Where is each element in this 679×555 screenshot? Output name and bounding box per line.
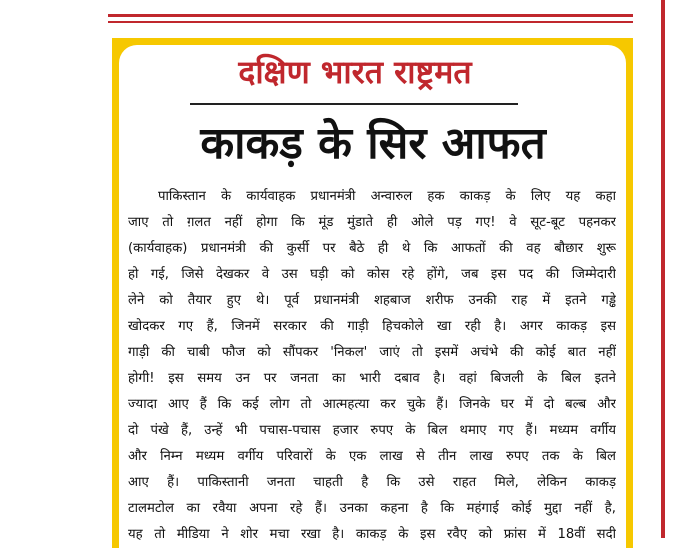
body-line: टालमटोल का रवैया अपना रहे हैं। उनका कहना है कि महंगाई कोई मुद्दा नहीं है, xyxy=(128,501,616,516)
column-divider-rule xyxy=(661,0,665,538)
body-line: लेने को तैयार हुए थे। पूर्व प्रधानमंत्री शहबाज शरीफ उनकी राह में इतने गड्ढे xyxy=(128,293,616,308)
body-line: दो पंखे हैं, उन्हें भी पचास-पचास हजार रुपए के बिल थमाए गए हैं। मध्यम वर्गीय xyxy=(128,423,616,438)
body-line: पाकिस्तान के कार्यवाहक प्रधानमंत्री अन्वारुल हक काकड़ के लिए यह कहा xyxy=(158,189,616,204)
body-line: खोदकर गए हैं, जिनमें सरकार की गाड़ी हिचकोले खा रही है। अगर काकड़ इस xyxy=(128,319,616,334)
body-line: हो गई, जिसे देखकर वे उस घड़ी को कोस रहे होंगे, जब इस पद की जिम्मेदारी xyxy=(128,267,616,282)
body-line: आए हैं। पाकिस्तानी जनता चाहती है कि उसे राहत मिले, लेकिन काकड़ xyxy=(128,475,616,490)
body-line: जाए तो ग़लत नहीं होगा कि मूंड मुंडाते ही ओले पड़ गए! वे सूट-बूट पहनकर xyxy=(128,215,616,230)
body-line: यह तो मीडिया ने शोर मचा रखा है। काकड़ के इस रवैए को फ्रांस में 18वीं सदी xyxy=(128,527,616,542)
body-line: (कार्यवाहक) प्रधानमंत्री की कुर्सी पर बैठे ही थे कि आफतों की वह बौछार शुरू xyxy=(128,241,616,256)
editorial-body xyxy=(128,184,616,548)
top-double-rule-lower xyxy=(108,21,633,23)
newspaper-masthead: दक्षिण भारत राष्ट्रमत xyxy=(238,53,472,91)
editorial-headline: काकड़ के सिर आफत xyxy=(200,118,546,169)
body-line: ज्यादा आए हैं कि कई लोग तो आत्महत्या कर चुके हैं। जिनके घर में दो बल्ब और xyxy=(128,397,616,412)
body-line: और निम्न मध्यम वर्गीय परिवारों के एक लाख से तीन लाख रुपए तक के बिल xyxy=(128,449,616,464)
masthead-underline xyxy=(190,103,518,105)
body-line: होगी! इस समय उन पर जनता का भारी दबाव है। वहां बिजली के बिल इतने xyxy=(128,371,616,386)
top-double-rule-upper xyxy=(108,14,633,17)
body-line: गाड़ी की चाबी फौज को सौंपकर 'निकल' जाएं तो इसमें अचंभे की कोई बात नहीं xyxy=(128,345,616,360)
